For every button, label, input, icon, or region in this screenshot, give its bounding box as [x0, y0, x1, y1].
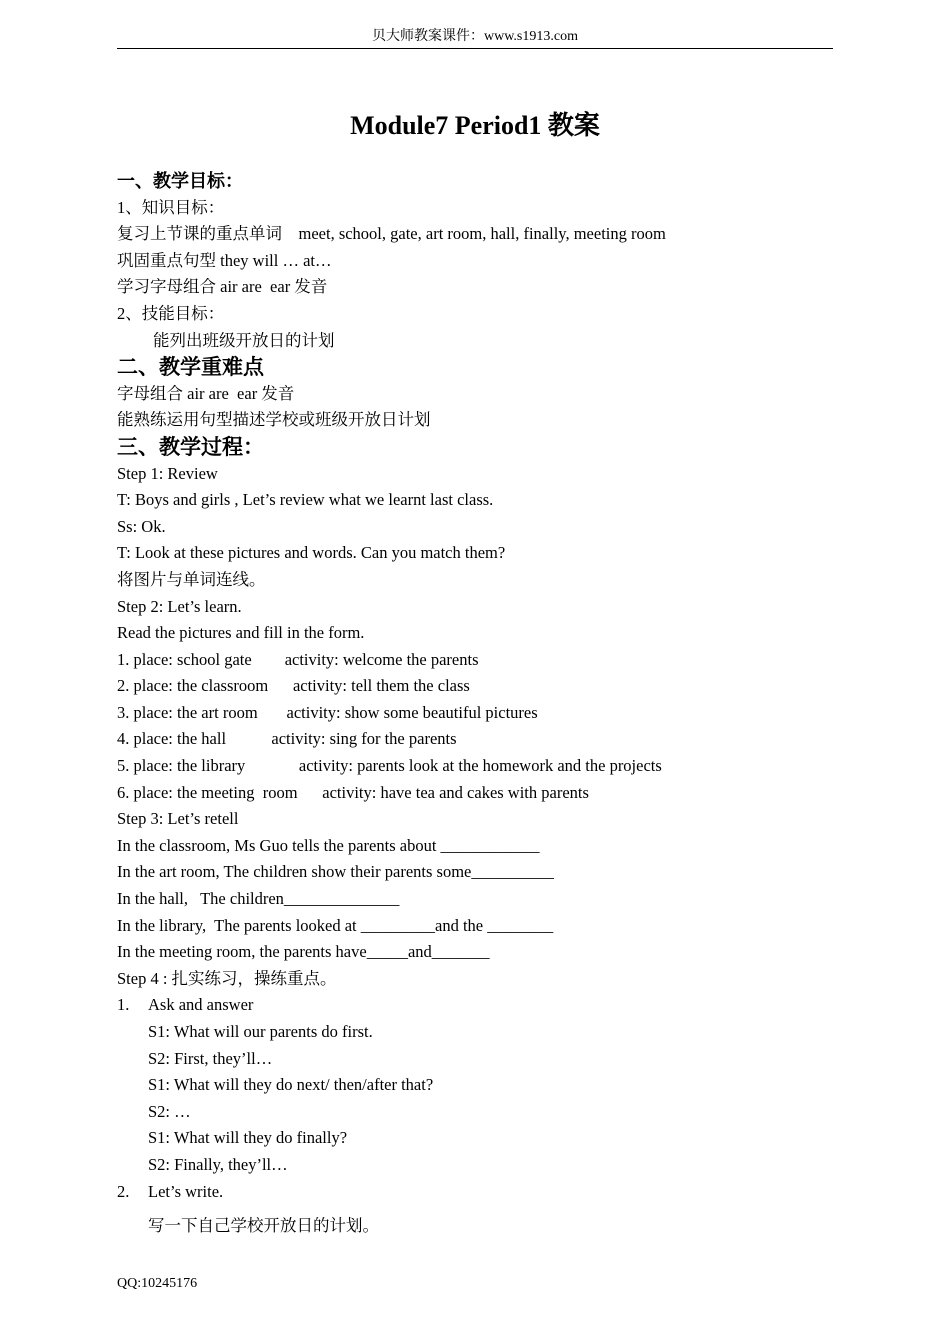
process-line: Ss: Ok. — [117, 516, 166, 536]
dialogue-line: S1: What will they do finally? — [148, 1128, 348, 1148]
process-line: Step 4 : 扎实练习，操练重点。 — [117, 968, 337, 988]
skill-objective-line: 能列出班级开放日的计划 — [153, 330, 335, 350]
dialogue-line: S2: Finally, they’ll… — [148, 1154, 288, 1174]
skill-objective-label: 2、技能目标： — [117, 303, 225, 323]
knowledge-line: 复习上节课的重点单词 meet, school, gate, art room, hall, finally, meeting room — [117, 224, 666, 244]
process-line: 3. place: the art room activity: show some beautiful pictures — [117, 702, 538, 722]
page-header: 贝大师教案课件：www.s1913.com — [117, 28, 833, 49]
process-line: 1. place: school gate activity: welcome the parents — [117, 649, 479, 669]
knowledge-objective-label: 1、知识目标： — [117, 197, 225, 217]
document-body — [117, 168, 837, 1240]
list-item-write — [117, 1179, 837, 1206]
dialogue-lines — [117, 1019, 837, 1179]
process-line: 6. place: the meeting room activity: have tea and cakes with parents — [117, 782, 589, 802]
process-line: In the meeting room, the parents have_____and_______ — [117, 942, 490, 962]
process-line: 将图片与单词连线。 — [117, 569, 266, 589]
process-line: Step 3: Let’s retell — [117, 809, 239, 829]
process-line: In the classroom, Ms Guo tells the parents about ____________ — [117, 835, 540, 855]
process-line: 2. place: the classroom activity: tell them the class — [117, 676, 470, 696]
list-item-label: Ask and answer — [148, 995, 254, 1015]
process-line: 5. place: the library activity: parents look at the homework and the projects — [117, 756, 662, 776]
process-line: T: Look at these pictures and words. Can you match them? — [117, 543, 506, 563]
dialogue-line: S1: What will they do next/ then/after that? — [148, 1075, 434, 1095]
process-line: In the library, The parents looked at _________and the ________ — [117, 915, 554, 935]
process-line: In the hall, The children______________ — [117, 889, 400, 909]
key-point-line: 能熟练运用句型描述学校或班级开放日计划 — [117, 410, 431, 430]
process-line: Step 1: Review — [117, 463, 218, 483]
section-heading-key-points: 二、教学重难点 — [117, 355, 264, 380]
process-line: Read the pictures and fill in the form. — [117, 623, 365, 643]
process-line: T: Boys and girls , Let’s review what we learnt last class. — [117, 490, 494, 510]
write-note: 写一下自己学校开放日的计划。 — [148, 1216, 379, 1236]
process-line: 4. place: the hall activity: sing for the parents — [117, 729, 457, 749]
section-heading-process: 三、教学过程： — [117, 434, 264, 459]
dialogue-line: S2: First, they’ll… — [148, 1048, 273, 1068]
section-heading-objectives: 一、教学目标： — [117, 171, 243, 191]
process-line: Step 2: Let’s learn. — [117, 596, 242, 616]
page-footer: QQ:10245176 — [117, 1276, 198, 1291]
process-lines — [117, 461, 837, 993]
knowledge-line: 巩固重点句型 they will … at… — [117, 250, 332, 270]
key-point-line: 字母组合 air are ear 发音 — [117, 383, 295, 403]
dialogue-line: S1: What will our parents do first. — [148, 1022, 373, 1041]
process-line: In the art room, The children show their parents some__________ — [117, 862, 554, 882]
list-number: 2. — [117, 1181, 130, 1201]
knowledge-line: 学习字母组合 air are ear 发音 — [117, 277, 328, 297]
dialogue-line: S2: … — [148, 1101, 191, 1121]
list-item-ask-answer — [117, 992, 837, 1019]
list-number: 1. — [117, 995, 130, 1015]
list-item-label: Let’s write. — [148, 1181, 224, 1201]
page-title: Module7 Period1 教案 — [350, 111, 600, 140]
